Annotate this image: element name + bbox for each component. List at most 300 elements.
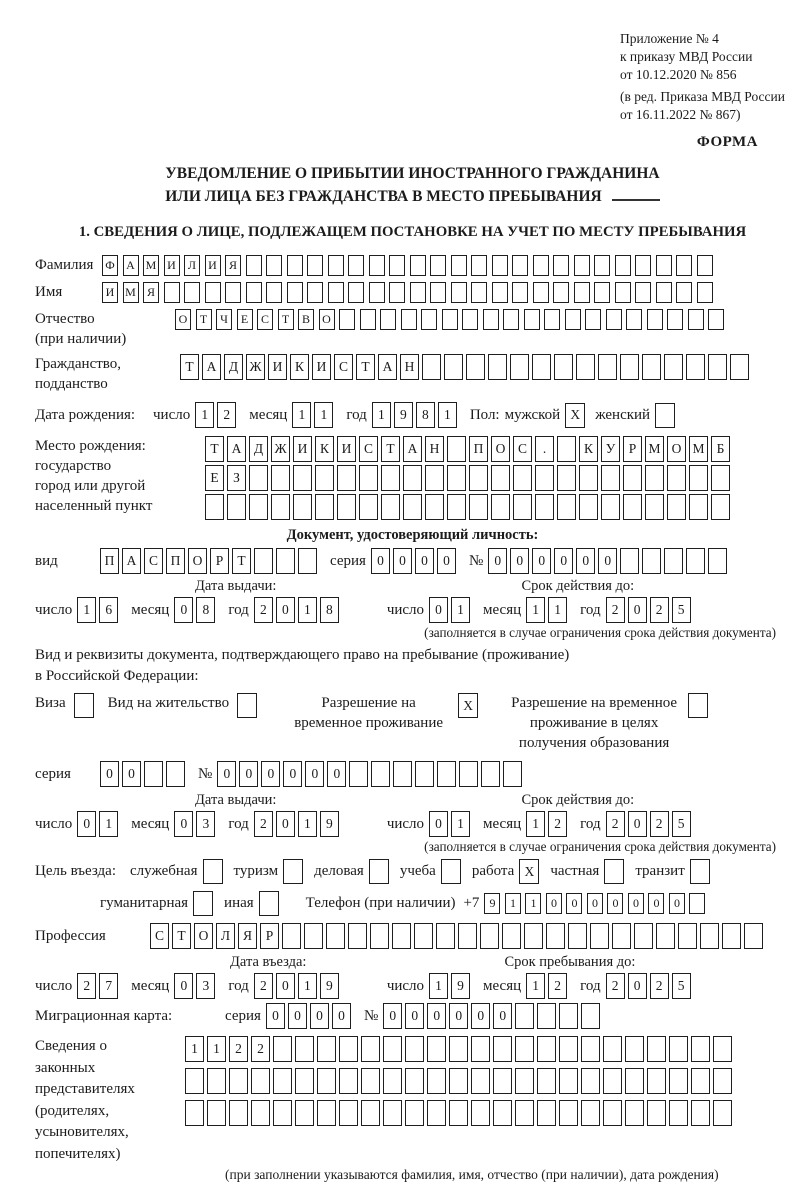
- form-cell[interactable]: [225, 282, 241, 303]
- form-cell[interactable]: [642, 354, 661, 380]
- purpose-official-checkbox[interactable]: [203, 859, 223, 884]
- form-cell[interactable]: 0: [449, 1003, 468, 1029]
- form-cell[interactable]: 5: [672, 597, 691, 623]
- form-cell[interactable]: Т: [278, 309, 294, 330]
- form-cell[interactable]: [669, 1068, 688, 1094]
- form-cell[interactable]: 1: [451, 597, 470, 623]
- form-cell[interactable]: 0: [174, 597, 193, 623]
- form-cell[interactable]: [713, 1100, 732, 1126]
- form-cell[interactable]: [493, 1036, 512, 1062]
- form-cell[interactable]: [471, 282, 487, 303]
- form-cell[interactable]: [480, 923, 499, 949]
- form-cell[interactable]: [635, 255, 651, 276]
- form-cell[interactable]: [466, 354, 485, 380]
- residence-permit-checkbox[interactable]: [237, 693, 257, 718]
- form-cell[interactable]: [634, 923, 653, 949]
- form-cell[interactable]: А: [378, 354, 397, 380]
- form-cell[interactable]: 0: [471, 1003, 490, 1029]
- form-cell[interactable]: [603, 1036, 622, 1062]
- form-cell[interactable]: 9: [484, 893, 500, 914]
- form-cell[interactable]: 0: [554, 548, 573, 574]
- form-cell[interactable]: [656, 255, 672, 276]
- form-cell[interactable]: [620, 354, 639, 380]
- form-cell[interactable]: [293, 465, 312, 491]
- form-cell[interactable]: [647, 1036, 666, 1062]
- form-cell[interactable]: [430, 282, 446, 303]
- form-cell[interactable]: [553, 255, 569, 276]
- form-cell[interactable]: 0: [415, 548, 434, 574]
- form-cell[interactable]: [642, 548, 661, 574]
- form-cell[interactable]: 1: [207, 1036, 226, 1062]
- form-cell[interactable]: 0: [266, 1003, 285, 1029]
- form-cell[interactable]: [471, 1068, 490, 1094]
- form-cell[interactable]: [437, 761, 456, 787]
- form-cell[interactable]: [481, 761, 500, 787]
- form-cell[interactable]: 2: [606, 811, 625, 837]
- form-cell[interactable]: Л: [184, 255, 200, 276]
- form-cell[interactable]: 0: [576, 548, 595, 574]
- form-cell[interactable]: [647, 1100, 666, 1126]
- form-cell[interactable]: [427, 1036, 446, 1062]
- form-cell[interactable]: 0: [327, 761, 346, 787]
- form-cell[interactable]: 0: [100, 761, 119, 787]
- form-cell[interactable]: 1: [298, 597, 317, 623]
- form-cell[interactable]: [205, 282, 221, 303]
- form-cell[interactable]: Д: [224, 354, 243, 380]
- form-cell[interactable]: [713, 1036, 732, 1062]
- form-cell[interactable]: [315, 494, 334, 520]
- form-cell[interactable]: [246, 255, 262, 276]
- form-cell[interactable]: 0: [598, 548, 617, 574]
- form-cell[interactable]: И: [312, 354, 331, 380]
- form-cell[interactable]: 2: [254, 811, 273, 837]
- form-cell[interactable]: М: [143, 255, 159, 276]
- form-cell[interactable]: [512, 282, 528, 303]
- form-cell[interactable]: [403, 465, 422, 491]
- form-cell[interactable]: [691, 1068, 710, 1094]
- form-cell[interactable]: К: [290, 354, 309, 380]
- form-cell[interactable]: [458, 923, 477, 949]
- form-cell[interactable]: И: [205, 255, 221, 276]
- form-cell[interactable]: [711, 494, 730, 520]
- form-cell[interactable]: 5: [672, 973, 691, 999]
- form-cell[interactable]: [535, 494, 554, 520]
- form-cell[interactable]: К: [315, 436, 334, 462]
- form-cell[interactable]: [410, 282, 426, 303]
- form-cell[interactable]: И: [293, 436, 312, 462]
- form-cell[interactable]: Р: [623, 436, 642, 462]
- form-cell[interactable]: [405, 1036, 424, 1062]
- form-cell[interactable]: [669, 1100, 688, 1126]
- form-cell[interactable]: У: [601, 436, 620, 462]
- form-cell[interactable]: 0: [122, 761, 141, 787]
- form-cell[interactable]: 3: [196, 973, 215, 999]
- purpose-humanitarian-checkbox[interactable]: [193, 891, 213, 916]
- form-cell[interactable]: [392, 923, 411, 949]
- form-cell[interactable]: [295, 1068, 314, 1094]
- form-cell[interactable]: 1: [314, 402, 333, 428]
- form-cell[interactable]: [515, 1100, 534, 1126]
- form-cell[interactable]: [205, 494, 224, 520]
- form-cell[interactable]: 0: [288, 1003, 307, 1029]
- form-cell[interactable]: 1: [99, 811, 118, 837]
- purpose-private-checkbox[interactable]: [604, 859, 624, 884]
- form-cell[interactable]: 0: [276, 597, 295, 623]
- form-cell[interactable]: 0: [276, 811, 295, 837]
- form-cell[interactable]: [689, 465, 708, 491]
- form-cell[interactable]: [565, 309, 581, 330]
- form-cell[interactable]: [361, 1036, 380, 1062]
- form-cell[interactable]: 9: [451, 973, 470, 999]
- form-cell[interactable]: .: [535, 436, 554, 462]
- form-cell[interactable]: [287, 282, 303, 303]
- form-cell[interactable]: 8: [416, 402, 435, 428]
- form-cell[interactable]: 0: [77, 811, 96, 837]
- form-cell[interactable]: [576, 354, 595, 380]
- form-cell[interactable]: [273, 1068, 292, 1094]
- form-cell[interactable]: [449, 1100, 468, 1126]
- form-cell[interactable]: [513, 465, 532, 491]
- form-cell[interactable]: Ф: [102, 255, 118, 276]
- form-cell[interactable]: Е: [205, 465, 224, 491]
- form-cell[interactable]: [491, 465, 510, 491]
- form-cell[interactable]: 0: [217, 761, 236, 787]
- form-cell[interactable]: 6: [99, 597, 118, 623]
- form-cell[interactable]: [601, 494, 620, 520]
- form-cell[interactable]: 1: [451, 811, 470, 837]
- form-cell[interactable]: [524, 923, 543, 949]
- form-cell[interactable]: [491, 494, 510, 520]
- form-cell[interactable]: [405, 1100, 424, 1126]
- form-cell[interactable]: [410, 255, 426, 276]
- form-cell[interactable]: [421, 309, 437, 330]
- form-cell[interactable]: О: [188, 548, 207, 574]
- form-cell[interactable]: 0: [239, 761, 258, 787]
- form-cell[interactable]: 0: [427, 1003, 446, 1029]
- form-cell[interactable]: [626, 309, 642, 330]
- form-cell[interactable]: [598, 354, 617, 380]
- form-cell[interactable]: [339, 1036, 358, 1062]
- form-cell[interactable]: О: [194, 923, 213, 949]
- form-cell[interactable]: [601, 465, 620, 491]
- form-cell[interactable]: [533, 255, 549, 276]
- form-cell[interactable]: [713, 1068, 732, 1094]
- form-cell[interactable]: [730, 354, 749, 380]
- form-cell[interactable]: [229, 1100, 248, 1126]
- form-cell[interactable]: [442, 309, 458, 330]
- form-cell[interactable]: [315, 465, 334, 491]
- form-cell[interactable]: [581, 1003, 600, 1029]
- form-cell[interactable]: [359, 465, 378, 491]
- form-cell[interactable]: [656, 923, 675, 949]
- form-cell[interactable]: [271, 494, 290, 520]
- form-cell[interactable]: А: [122, 548, 141, 574]
- form-cell[interactable]: [393, 761, 412, 787]
- form-cell[interactable]: [664, 354, 683, 380]
- form-cell[interactable]: А: [202, 354, 221, 380]
- form-cell[interactable]: [447, 494, 466, 520]
- form-cell[interactable]: [337, 465, 356, 491]
- form-cell[interactable]: [688, 309, 704, 330]
- form-cell[interactable]: 1: [438, 402, 457, 428]
- form-cell[interactable]: 0: [510, 548, 529, 574]
- form-cell[interactable]: С: [513, 436, 532, 462]
- form-cell[interactable]: [317, 1100, 336, 1126]
- form-cell[interactable]: 1: [548, 597, 567, 623]
- form-cell[interactable]: П: [166, 548, 185, 574]
- form-cell[interactable]: [436, 923, 455, 949]
- purpose-transit-checkbox[interactable]: [690, 859, 710, 884]
- form-cell[interactable]: [537, 1036, 556, 1062]
- form-cell[interactable]: [524, 309, 540, 330]
- form-cell[interactable]: [515, 1036, 534, 1062]
- form-cell[interactable]: 0: [174, 811, 193, 837]
- form-cell[interactable]: 0: [429, 811, 448, 837]
- form-cell[interactable]: 0: [488, 548, 507, 574]
- form-cell[interactable]: 1: [77, 597, 96, 623]
- form-cell[interactable]: [546, 923, 565, 949]
- purpose-other-checkbox[interactable]: [259, 891, 279, 916]
- form-cell[interactable]: [667, 465, 686, 491]
- form-cell[interactable]: С: [144, 548, 163, 574]
- form-cell[interactable]: [568, 923, 587, 949]
- form-cell[interactable]: [669, 1036, 688, 1062]
- form-cell[interactable]: [722, 923, 741, 949]
- form-cell[interactable]: [620, 548, 639, 574]
- form-cell[interactable]: [557, 465, 576, 491]
- form-cell[interactable]: [380, 309, 396, 330]
- form-cell[interactable]: [686, 354, 705, 380]
- form-cell[interactable]: [512, 255, 528, 276]
- form-cell[interactable]: Д: [249, 436, 268, 462]
- form-cell[interactable]: [414, 923, 433, 949]
- form-cell[interactable]: [686, 548, 705, 574]
- form-cell[interactable]: [425, 465, 444, 491]
- form-cell[interactable]: [708, 354, 727, 380]
- form-cell[interactable]: [635, 282, 651, 303]
- form-cell[interactable]: [625, 1068, 644, 1094]
- temp-residence-education-checkbox[interactable]: [688, 693, 708, 718]
- form-cell[interactable]: [579, 465, 598, 491]
- form-cell[interactable]: [369, 255, 385, 276]
- form-cell[interactable]: 1: [185, 1036, 204, 1062]
- form-cell[interactable]: 0: [587, 893, 603, 914]
- form-cell[interactable]: 8: [320, 597, 339, 623]
- form-cell[interactable]: 2: [77, 973, 96, 999]
- form-cell[interactable]: [469, 465, 488, 491]
- form-cell[interactable]: [339, 1068, 358, 1094]
- form-cell[interactable]: [606, 309, 622, 330]
- sex-male-checkbox[interactable]: X: [565, 403, 585, 428]
- form-cell[interactable]: [503, 309, 519, 330]
- form-cell[interactable]: [427, 1100, 446, 1126]
- form-cell[interactable]: 0: [429, 597, 448, 623]
- form-cell[interactable]: [488, 354, 507, 380]
- form-cell[interactable]: 2: [251, 1036, 270, 1062]
- form-cell[interactable]: З: [227, 465, 246, 491]
- form-cell[interactable]: Я: [225, 255, 241, 276]
- form-cell[interactable]: [276, 548, 295, 574]
- form-cell[interactable]: [348, 282, 364, 303]
- form-cell[interactable]: [585, 309, 601, 330]
- form-cell[interactable]: 2: [254, 973, 273, 999]
- form-cell[interactable]: [574, 255, 590, 276]
- form-cell[interactable]: 2: [650, 597, 669, 623]
- form-cell[interactable]: Б: [711, 436, 730, 462]
- form-cell[interactable]: [483, 309, 499, 330]
- form-cell[interactable]: [339, 309, 355, 330]
- form-cell[interactable]: П: [469, 436, 488, 462]
- form-cell[interactable]: [251, 1100, 270, 1126]
- form-cell[interactable]: [744, 923, 763, 949]
- form-cell[interactable]: [502, 923, 521, 949]
- form-cell[interactable]: М: [123, 282, 139, 303]
- form-cell[interactable]: [623, 465, 642, 491]
- form-cell[interactable]: [295, 1036, 314, 1062]
- form-cell[interactable]: Т: [172, 923, 191, 949]
- form-cell[interactable]: [697, 255, 713, 276]
- form-cell[interactable]: [559, 1036, 578, 1062]
- form-cell[interactable]: 1: [292, 402, 311, 428]
- form-cell[interactable]: [697, 282, 713, 303]
- form-cell[interactable]: [207, 1068, 226, 1094]
- form-cell[interactable]: 1: [298, 973, 317, 999]
- form-cell[interactable]: Т: [232, 548, 251, 574]
- form-cell[interactable]: 7: [99, 973, 118, 999]
- form-cell[interactable]: 0: [283, 761, 302, 787]
- form-cell[interactable]: [348, 923, 367, 949]
- form-cell[interactable]: [515, 1068, 534, 1094]
- form-cell[interactable]: [471, 1036, 490, 1062]
- form-cell[interactable]: Е: [237, 309, 253, 330]
- form-cell[interactable]: [645, 494, 664, 520]
- form-cell[interactable]: [361, 1068, 380, 1094]
- form-cell[interactable]: [383, 1100, 402, 1126]
- form-cell[interactable]: А: [403, 436, 422, 462]
- form-cell[interactable]: [625, 1100, 644, 1126]
- form-cell[interactable]: 1: [526, 973, 545, 999]
- form-cell[interactable]: 2: [548, 973, 567, 999]
- form-cell[interactable]: С: [334, 354, 353, 380]
- form-cell[interactable]: Т: [356, 354, 375, 380]
- form-cell[interactable]: 0: [276, 973, 295, 999]
- form-cell[interactable]: [369, 282, 385, 303]
- form-cell[interactable]: 0: [305, 761, 324, 787]
- form-cell[interactable]: [647, 1068, 666, 1094]
- form-cell[interactable]: [451, 282, 467, 303]
- form-cell[interactable]: 5: [672, 811, 691, 837]
- form-cell[interactable]: [447, 465, 466, 491]
- form-cell[interactable]: [389, 255, 405, 276]
- form-cell[interactable]: О: [175, 309, 191, 330]
- form-cell[interactable]: [328, 255, 344, 276]
- form-cell[interactable]: 9: [320, 811, 339, 837]
- form-cell[interactable]: [339, 1100, 358, 1126]
- form-cell[interactable]: Л: [216, 923, 235, 949]
- form-cell[interactable]: [664, 548, 683, 574]
- form-cell[interactable]: [612, 923, 631, 949]
- form-cell[interactable]: [493, 1100, 512, 1126]
- form-cell[interactable]: [708, 309, 724, 330]
- form-cell[interactable]: [370, 923, 389, 949]
- form-cell[interactable]: [422, 354, 441, 380]
- form-cell[interactable]: [471, 1100, 490, 1126]
- form-cell[interactable]: 1: [372, 402, 391, 428]
- form-cell[interactable]: 2: [650, 811, 669, 837]
- form-cell[interactable]: [667, 494, 686, 520]
- form-cell[interactable]: [615, 282, 631, 303]
- form-cell[interactable]: [515, 1003, 534, 1029]
- form-cell[interactable]: 0: [383, 1003, 402, 1029]
- form-cell[interactable]: 0: [493, 1003, 512, 1029]
- form-cell[interactable]: Н: [425, 436, 444, 462]
- form-cell[interactable]: [254, 548, 273, 574]
- form-cell[interactable]: 0: [310, 1003, 329, 1029]
- form-cell[interactable]: Р: [210, 548, 229, 574]
- form-cell[interactable]: [625, 1036, 644, 1062]
- form-cell[interactable]: 2: [606, 973, 625, 999]
- form-cell[interactable]: [403, 494, 422, 520]
- form-cell[interactable]: [427, 1068, 446, 1094]
- form-cell[interactable]: 0: [669, 893, 685, 914]
- form-cell[interactable]: Ж: [271, 436, 290, 462]
- form-cell[interactable]: [492, 255, 508, 276]
- form-cell[interactable]: 1: [526, 597, 545, 623]
- form-cell[interactable]: [451, 255, 467, 276]
- form-cell[interactable]: И: [102, 282, 118, 303]
- form-cell[interactable]: 0: [332, 1003, 351, 1029]
- form-cell[interactable]: 0: [648, 893, 664, 914]
- form-cell[interactable]: [537, 1068, 556, 1094]
- form-cell[interactable]: [185, 1068, 204, 1094]
- form-cell[interactable]: [615, 255, 631, 276]
- form-cell[interactable]: [164, 282, 180, 303]
- form-cell[interactable]: 1: [526, 811, 545, 837]
- form-cell[interactable]: [700, 923, 719, 949]
- form-cell[interactable]: [249, 494, 268, 520]
- purpose-tourism-checkbox[interactable]: [283, 859, 303, 884]
- form-cell[interactable]: [553, 282, 569, 303]
- form-cell[interactable]: П: [100, 548, 119, 574]
- form-cell[interactable]: 0: [371, 548, 390, 574]
- form-cell[interactable]: [559, 1068, 578, 1094]
- form-cell[interactable]: 0: [607, 893, 623, 914]
- form-cell[interactable]: [544, 309, 560, 330]
- form-cell[interactable]: 0: [546, 893, 562, 914]
- form-cell[interactable]: [535, 465, 554, 491]
- form-cell[interactable]: [381, 465, 400, 491]
- form-cell[interactable]: [295, 1100, 314, 1126]
- form-cell[interactable]: [462, 309, 478, 330]
- form-cell[interactable]: 0: [437, 548, 456, 574]
- form-cell[interactable]: [574, 282, 590, 303]
- form-cell[interactable]: 2: [254, 597, 273, 623]
- form-cell[interactable]: Я: [238, 923, 257, 949]
- form-cell[interactable]: [401, 309, 417, 330]
- form-cell[interactable]: Т: [381, 436, 400, 462]
- form-cell[interactable]: 0: [393, 548, 412, 574]
- form-cell[interactable]: [251, 1068, 270, 1094]
- purpose-study-checkbox[interactable]: [441, 859, 461, 884]
- form-cell[interactable]: 2: [606, 597, 625, 623]
- form-cell[interactable]: Т: [180, 354, 199, 380]
- form-cell[interactable]: [307, 282, 323, 303]
- form-cell[interactable]: [359, 494, 378, 520]
- form-cell[interactable]: [647, 309, 663, 330]
- form-cell[interactable]: [361, 1100, 380, 1126]
- form-cell[interactable]: [144, 761, 163, 787]
- form-cell[interactable]: [449, 1036, 468, 1062]
